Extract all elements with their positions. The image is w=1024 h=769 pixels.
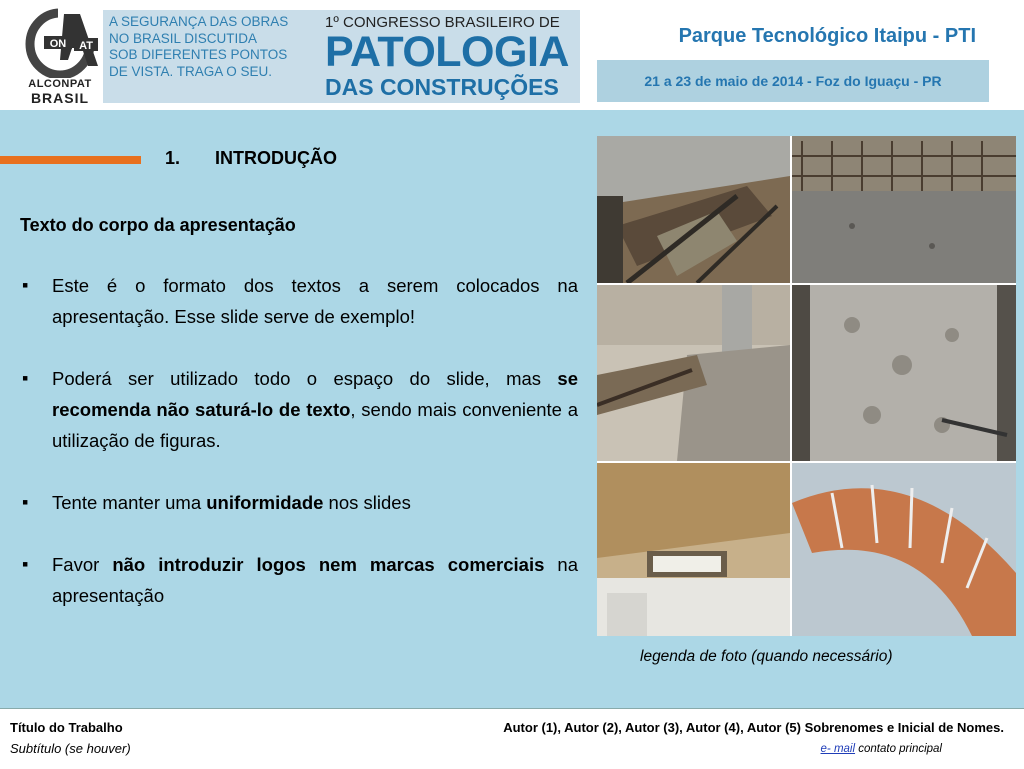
contact-line	[821, 743, 942, 755]
logo-sublabel: BRASIL	[30, 90, 90, 106]
svg-text:ON: ON	[49, 38, 67, 50]
work-subtitle: Subtítulo (se houver)	[10, 741, 131, 756]
tagline-line: SOB DIFERENTES PONTOS	[109, 47, 288, 62]
section-heading	[165, 148, 337, 169]
section-title: INTRODUÇÃO	[215, 148, 337, 168]
banner-tagline	[109, 14, 288, 80]
bullet-text: , sendo mais conveniente a utilização de figuras.	[52, 399, 578, 451]
bullet-item	[22, 487, 578, 518]
bullet-emphasis: não introduzir logos nem marcas comerciais	[112, 554, 545, 575]
email-link[interactable]: e- mail	[820, 743, 856, 755]
logo-label: ALCONPAT	[28, 78, 92, 90]
photo-damaged-ceiling	[597, 463, 790, 636]
bullet-item	[22, 549, 578, 611]
slide-content	[0, 110, 1024, 708]
bullet-item	[22, 270, 578, 332]
body-title: Texto do corpo da apresentação	[20, 215, 296, 235]
congress-banner	[103, 10, 580, 103]
bullet-text: na apresentação	[52, 554, 578, 606]
bullet-text: Este é o formato dos textos a serem colocados na apresentação. Esse slide serve de exemplo!	[52, 275, 578, 327]
banner-congress-label: 1º CONGRESSO BRASILEIRO DE	[325, 14, 560, 31]
photo-pipe-column	[597, 285, 790, 461]
bullet-text: nos slides	[323, 492, 411, 513]
bullet-emphasis: uniformidade	[206, 492, 324, 513]
slide-footer	[0, 708, 1024, 769]
alconpat-logo-mark-icon	[18, 8, 102, 78]
bullet-text: Tente manter uma	[52, 492, 207, 513]
bullet-item	[22, 363, 578, 456]
event-dates: 21 a 23 de maio de 2014 - Foz do Iguaçu - PR	[597, 60, 989, 102]
section-number: 1.	[165, 148, 181, 168]
bullet-text: Poderá ser utilizado todo o espaço do slide, mas	[52, 368, 558, 389]
slide-header	[0, 0, 1024, 110]
bullet-text: Favor	[52, 554, 113, 575]
tagline-line: A SEGURANÇA DAS OBRAS	[109, 14, 289, 29]
bullet-emphasis: se recomenda não saturá-lo de texto	[52, 368, 578, 420]
tagline-line: NO BRASIL DISCUTIDA	[109, 30, 258, 46]
contact-label: contato principal	[855, 743, 942, 755]
photo-collage	[597, 136, 1016, 636]
work-title: Título do Trabalho	[10, 720, 123, 735]
photo-collapsed-structure	[597, 136, 790, 283]
photo-exposed-rebar	[792, 136, 1016, 283]
photo-brick-arch	[792, 463, 1016, 636]
banner-das-construcoes: DAS CONSTRUÇÕES	[325, 74, 559, 100]
photo-spalled-concrete	[792, 285, 1016, 461]
tagline-line: DE VISTA. TRAGA O SEU.	[109, 63, 273, 79]
venue-title: Parque Tecnológico Itaipu - PTI	[678, 25, 976, 47]
accent-bar	[0, 156, 141, 164]
svg-text:AT: AT	[79, 40, 93, 52]
photo-caption: legenda de foto (quando necessário)	[640, 648, 893, 665]
authors-line: Autor (1), Autor (2), Autor (3), Autor (4), Autor (5) Sobrenomes e Inicial de Nomes.	[503, 720, 1004, 735]
alconpat-logo	[18, 8, 102, 104]
banner-patologia: PATOLOGIA	[325, 28, 569, 76]
bullet-list	[22, 270, 578, 642]
